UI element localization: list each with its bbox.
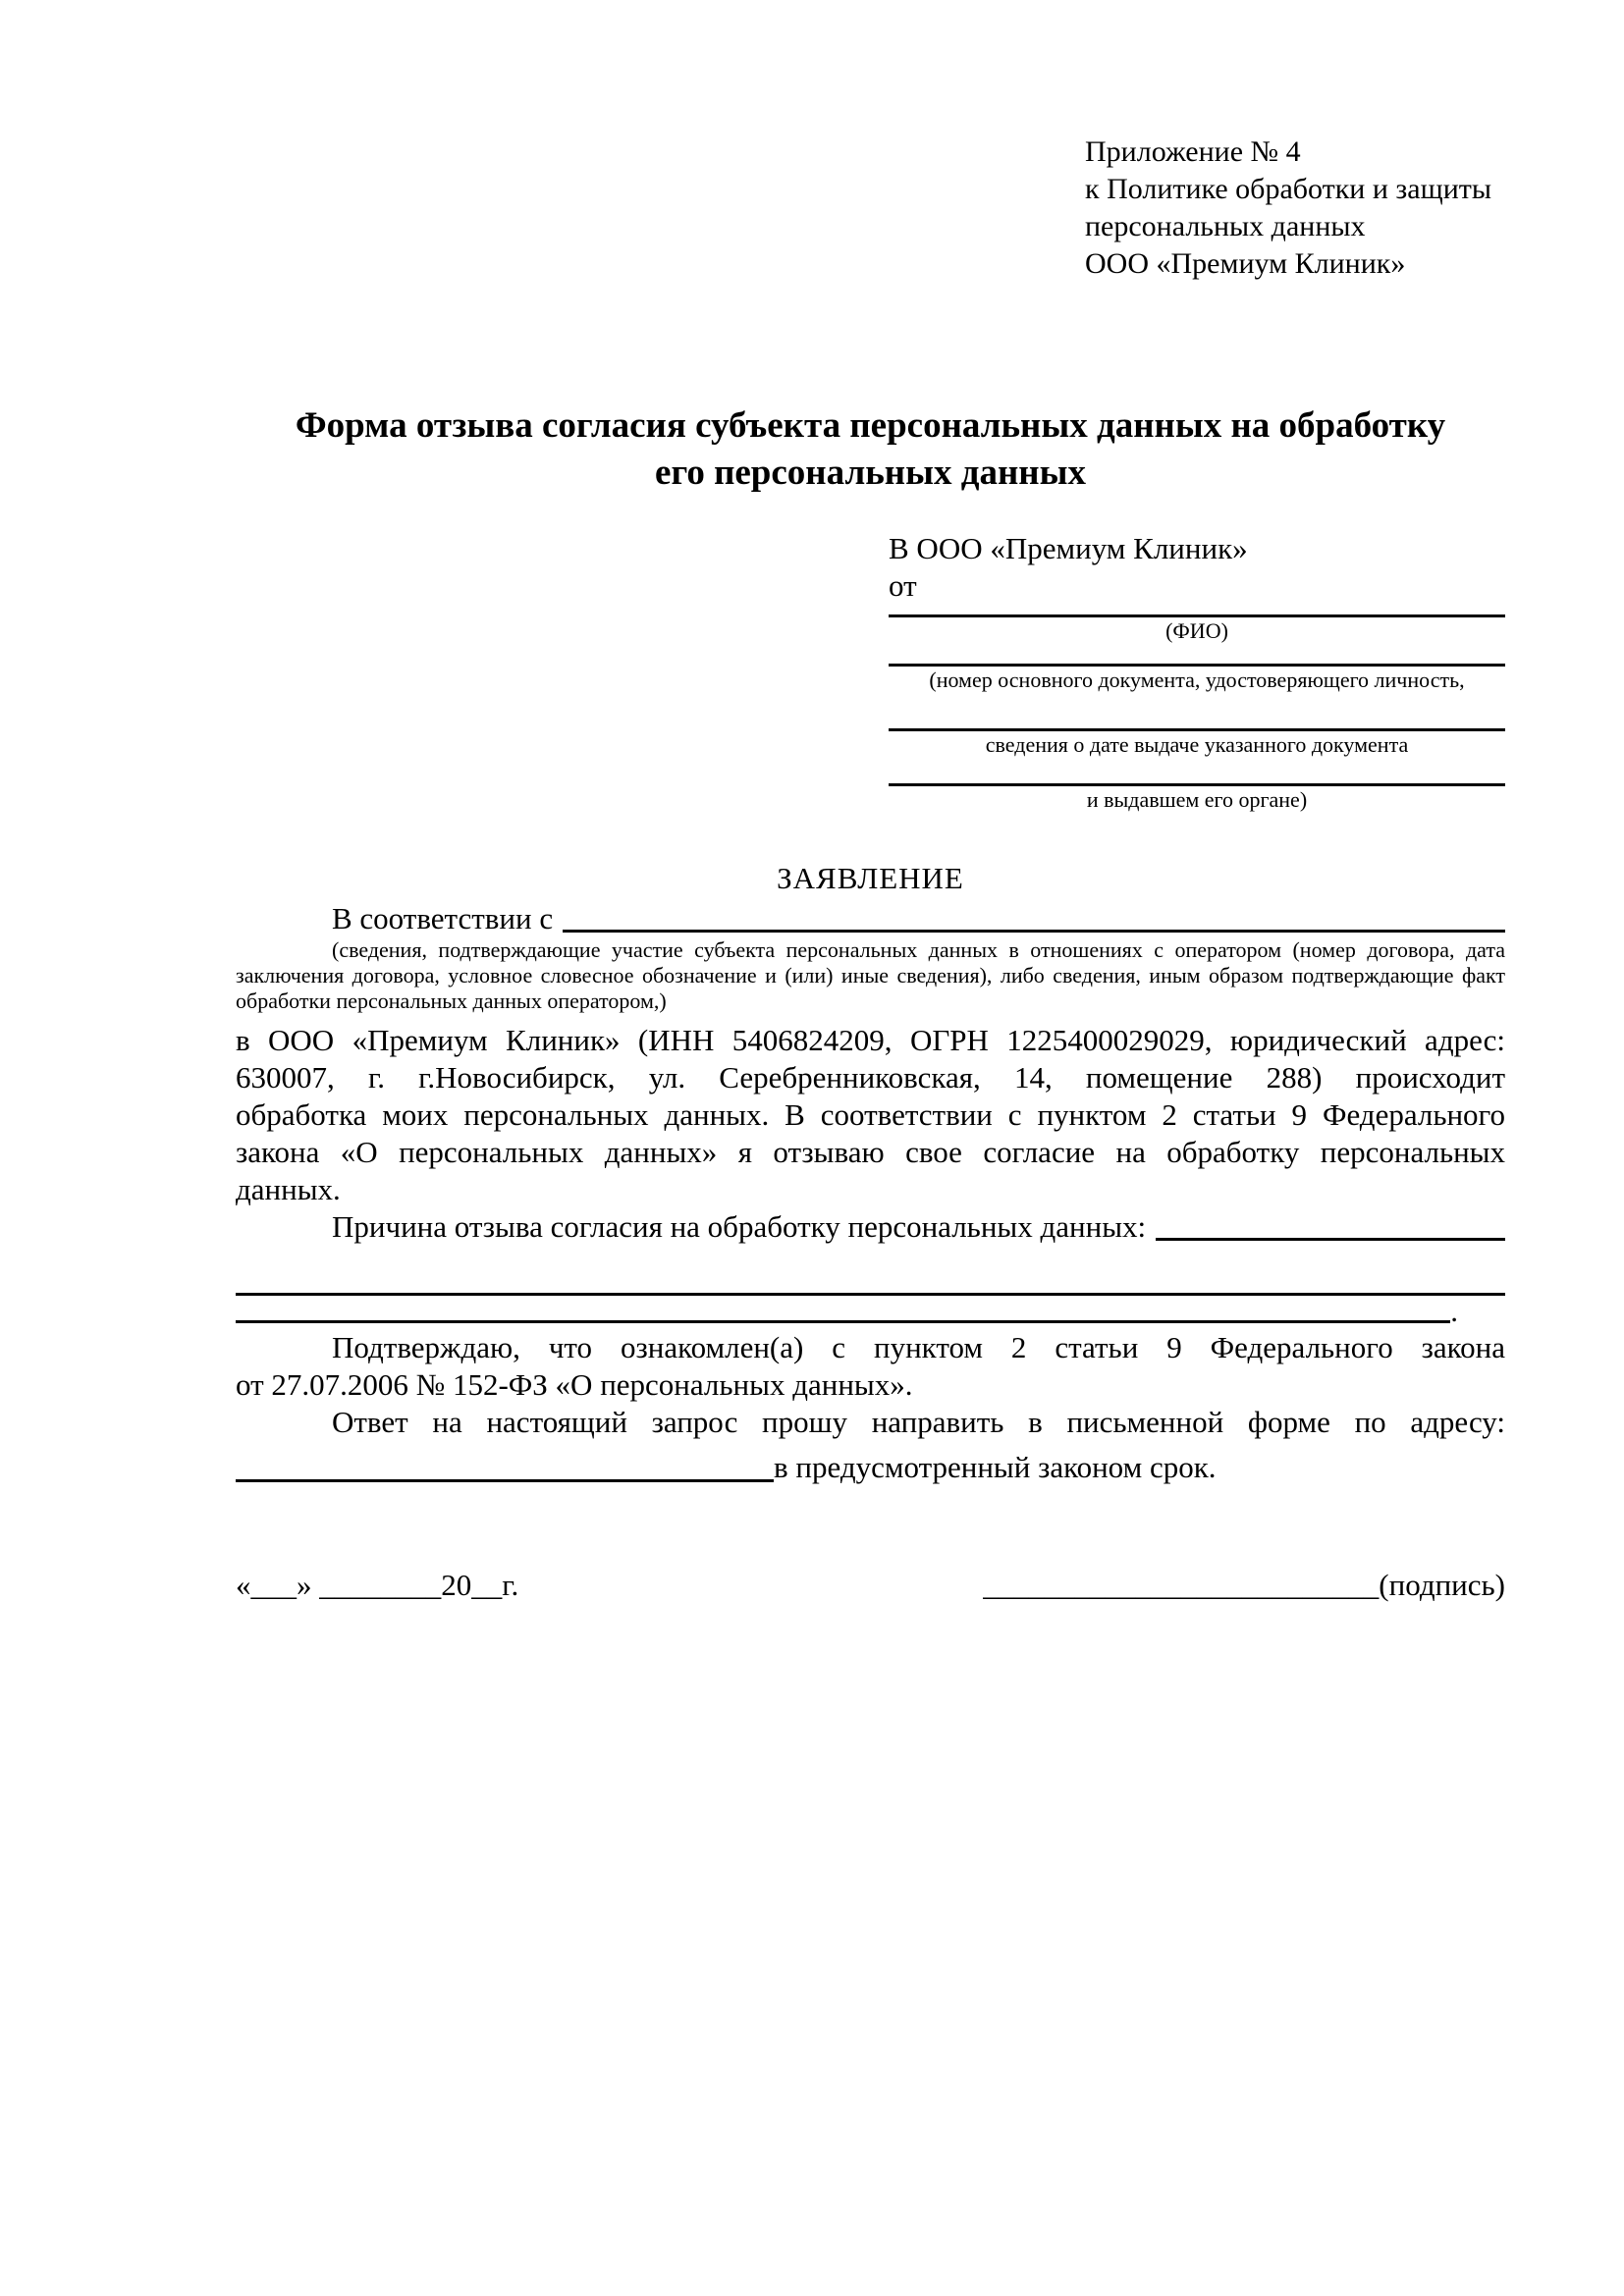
doc-issuer-blank-line (889, 759, 1505, 786)
reason-blank-line-2 (236, 1246, 1505, 1296)
smallprint-line: заключения договора, условное словесное обозначение и (или) иные сведения), либо сведения, иным образом подтверждающие факт (236, 963, 1505, 988)
doc-date-blank-line (889, 694, 1505, 731)
addressee-to: В ООО «Премиум Клиник» (889, 531, 1248, 565)
blank-line-tail-spacer (1458, 1296, 1505, 1325)
signature-blank-field: __________________________(подпись) (983, 1568, 1505, 1602)
statement-heading: ЗАЯВЛЕНИЕ (777, 861, 964, 895)
reply-tail-text: в предусмотренный законом срок. (774, 1450, 1217, 1484)
reason-blank-line (1156, 1208, 1505, 1241)
statement-body-line: 630007, г. г.Новосибирск, ул. Серебренниковская, 14, помещение 288) происходит (236, 1060, 1505, 1095)
statement-intro-row (236, 900, 1505, 937)
doc-issuer-caption: и выдавшем его органе) (1086, 787, 1308, 812)
smallprint-note (236, 937, 1505, 1014)
document-title-line: Форма отзыва согласия субъекта персональных данных на обработку (295, 405, 1446, 446)
doc-number-blank-line (889, 645, 1505, 667)
appendix-header-line: Приложение № 4 (1085, 135, 1301, 168)
date-blank-field: «___» ________20__г. (236, 1568, 519, 1602)
statement-body-paragraph (236, 1022, 1505, 1208)
statement-body-line: закона «О персональных данных» я отзываю свое согласие на обработку персональных (236, 1135, 1505, 1169)
confirmation-line: Подтверждаю, что ознакомлен(а) с пунктом 2 статьи 9 Федерального закона (332, 1330, 1505, 1364)
statement-intro-label: В соответствии с (332, 901, 554, 935)
document-title-line: его персональных данных (655, 453, 1086, 493)
appendix-header-line: персональных данных (1085, 210, 1366, 242)
appendix-header-line: к Политике обработки и защиты (1085, 173, 1492, 205)
reason-row (236, 1208, 1505, 1246)
appendix-header (1085, 133, 1505, 283)
statement-body-line: в ООО «Премиум Клиник» (ИНН 5406824209, ОГРН 1225400029029, юридический адрес: (236, 1023, 1505, 1057)
date-signature-row (236, 1567, 1505, 1604)
document-title (236, 402, 1505, 497)
reason-blank-line-3 (236, 1294, 1505, 1328)
doc-date-caption: сведения о дате выдаче указанного документа (985, 732, 1409, 757)
confirmation-paragraph (236, 1329, 1505, 1404)
confirmation-line: от 27.07.2006 № 152-ФЗ «О персональных данных». (236, 1367, 913, 1402)
reason-blank-line-3-rule (236, 1296, 1450, 1323)
fio-blank-line (889, 605, 1505, 617)
reply-request-line: Ответ на настоящий запрос прошу направить в письменной форме по адресу: (332, 1405, 1505, 1439)
addressee-from-label: от (889, 568, 917, 603)
doc-number-caption: (номер основного документа, удостоверяющего личность, (929, 667, 1465, 692)
reply-request-paragraph (236, 1404, 1505, 1441)
reply-address-blank-line (236, 1449, 774, 1482)
intro-blank-line (563, 900, 1505, 933)
statement-body-line: обработка моих персональных данных. В соответствии с пунктом 2 статьи 9 Федерального (236, 1097, 1505, 1132)
smallprint-line: обработки персональных данных оператором,) (236, 988, 667, 1013)
blank-line-period: . (1450, 1294, 1458, 1328)
reply-address-row (236, 1449, 1505, 1486)
smallprint-line: (сведения, подтверждающие участие субъекта персональных данных в отношениях с оператором (номер договора, дата (332, 937, 1505, 962)
reason-label: Причина отзыва согласия на обработку персональных данных: (332, 1209, 1147, 1244)
appendix-header-line: ООО «Премиум Клиник» (1085, 247, 1406, 280)
addressee-block (889, 530, 1505, 814)
statement-body-line: данных. (236, 1172, 341, 1206)
fio-caption: (ФИО) (1165, 618, 1228, 643)
